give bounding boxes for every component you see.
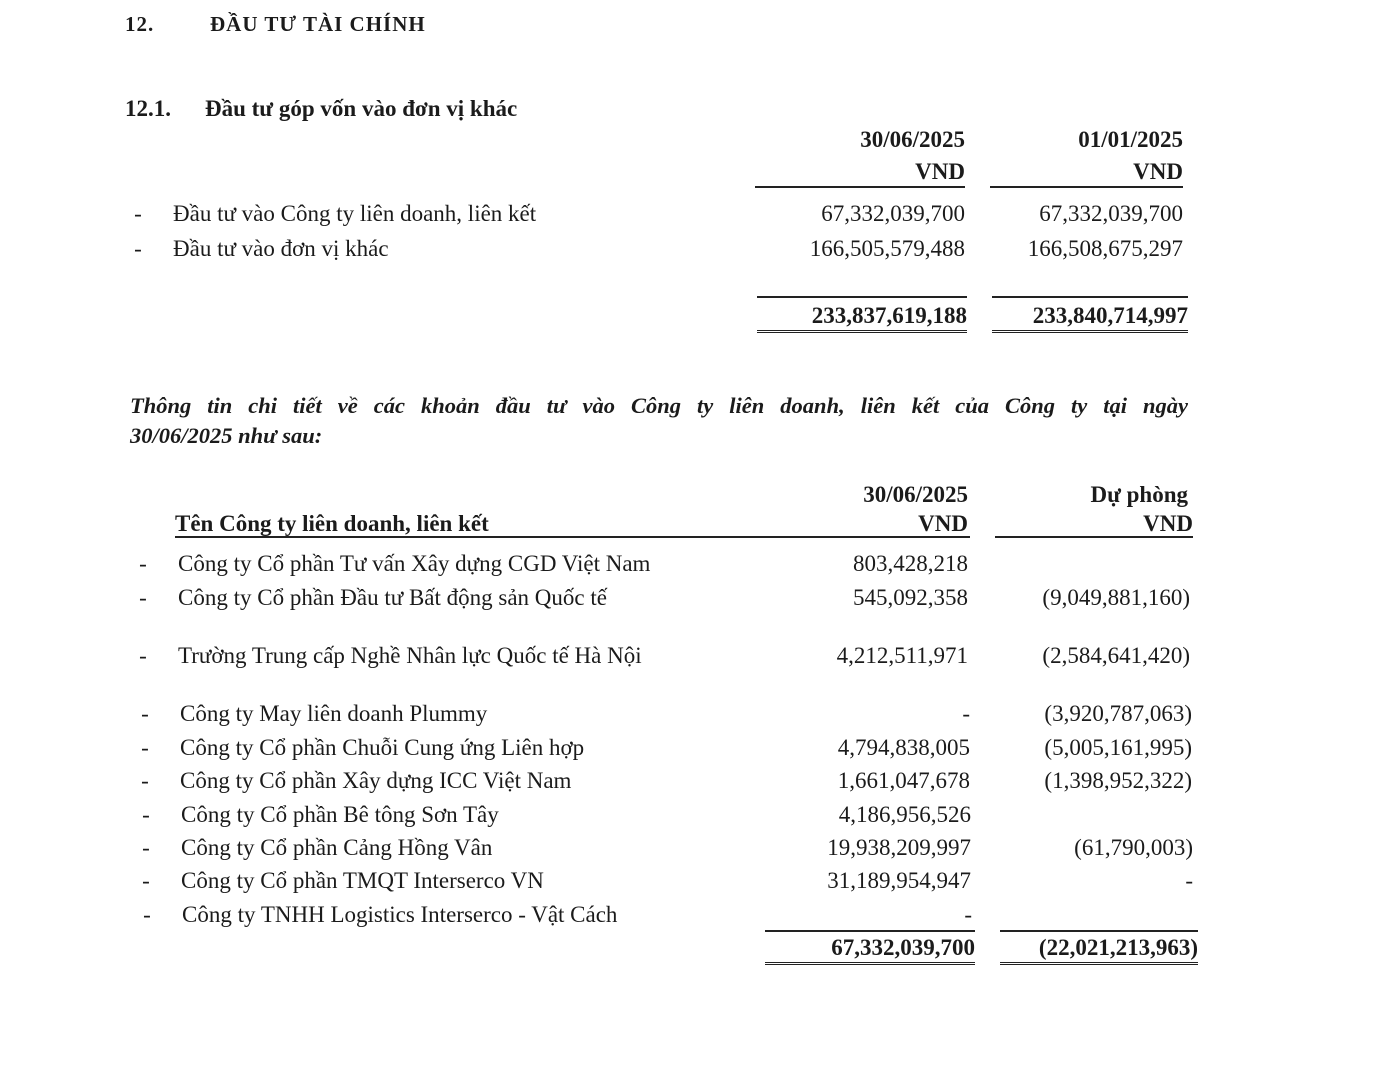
investment-value: 4,794,838,005 bbox=[837, 735, 970, 760]
total-provision-value: (22,021,213,963) bbox=[1000, 930, 1198, 965]
table1-col1-date: 30/06/2025 bbox=[860, 127, 965, 152]
company-name: Công ty Cổ phần Đầu tư Bất động sản Quốc tế bbox=[178, 585, 607, 610]
row-value-30-06-2025: 67,332,039,700 bbox=[821, 201, 965, 226]
investment-value: 803,428,218 bbox=[853, 551, 968, 576]
table1-col1-unit: VND bbox=[755, 159, 965, 188]
investment-value: 4,186,956,526 bbox=[838, 802, 971, 827]
company-name: Trường Trung cấp Nghề Nhân lực Quốc tế Hà Nội bbox=[178, 643, 642, 668]
table2-col1-date: 30/06/2025 bbox=[863, 482, 968, 507]
company-name: Công ty Cổ phần Bê tông Sơn Tây bbox=[181, 802, 499, 827]
investment-value: 19,938,209,997 bbox=[827, 835, 971, 860]
row-label: Đầu tư vào đơn vị khác bbox=[173, 236, 389, 261]
company-name: Công ty Cổ phần TMQT Interserco VN bbox=[181, 868, 544, 893]
row-dash: - bbox=[141, 768, 149, 793]
total-investment-value: 67,332,039,700 bbox=[765, 930, 975, 965]
provision-value: - bbox=[1185, 868, 1193, 893]
investment-value: 4,212,511,971 bbox=[836, 643, 968, 668]
company-name: Công ty Cổ phần Tư vấn Xây dựng CGD Việt Nam bbox=[178, 551, 651, 576]
row-dash: - bbox=[142, 802, 150, 827]
row-value-30-06-2025: 166,505,579,488 bbox=[809, 236, 965, 261]
section-number: 12. bbox=[125, 12, 155, 36]
total-30-06-2025: 233,837,619,188 bbox=[757, 296, 967, 333]
total-01-01-2025: 233,840,714,997 bbox=[992, 296, 1188, 333]
row-label: Đầu tư vào Công ty liên doanh, liên kết bbox=[173, 201, 537, 226]
row-dash: - bbox=[143, 902, 151, 927]
provision-value: (9,049,881,160) bbox=[1042, 585, 1190, 610]
row-dash: - bbox=[134, 201, 142, 226]
investment-value: 1,661,047,678 bbox=[837, 768, 970, 793]
section-title: ĐẦU TƯ TÀI CHÍNH bbox=[210, 12, 426, 36]
provision-value: (61,790,003) bbox=[1074, 835, 1193, 860]
company-name: Công ty May liên doanh Plummy bbox=[180, 701, 488, 726]
row-dash: - bbox=[141, 735, 149, 760]
subsection-title: Đầu tư góp vốn vào đơn vị khác bbox=[205, 96, 518, 121]
investment-value: 545,092,358 bbox=[853, 585, 968, 610]
table2-col1-unit: VND bbox=[918, 511, 968, 536]
subsection-number: 12.1. bbox=[125, 96, 171, 121]
row-value-01-01-2025: 166,508,675,297 bbox=[1027, 236, 1183, 261]
company-name: Công ty TNHH Logistics Interserco - Vật Cách bbox=[182, 902, 618, 927]
table1-col2-unit: VND bbox=[990, 159, 1183, 188]
company-name: Công ty Cổ phần Xây dựng ICC Việt Nam bbox=[180, 768, 572, 793]
table2-col2-unit: VND bbox=[995, 511, 1193, 538]
company-name: Công ty Cổ phần Chuỗi Cung ứng Liên hợp bbox=[180, 735, 585, 760]
row-dash: - bbox=[142, 868, 150, 893]
row-dash: - bbox=[141, 701, 149, 726]
investment-value: - bbox=[964, 902, 972, 927]
row-dash: - bbox=[134, 236, 142, 261]
provision-value: (5,005,161,995) bbox=[1044, 735, 1192, 760]
investment-value: 31,189,954,947 bbox=[827, 868, 971, 893]
detail-heading-line2: 30/06/2025 như sau: bbox=[130, 423, 323, 448]
table2-name-header: Tên Công ty liên doanh, liên kết bbox=[175, 511, 489, 536]
row-dash: - bbox=[139, 585, 147, 610]
detail-heading-line1: Thông tin chi tiết về các khoản đầu tư vào Công ty liên doanh, liên kết của Công ty tại ngày bbox=[130, 393, 1188, 418]
company-name: Công ty Cổ phần Cảng Hồng Vân bbox=[181, 835, 493, 860]
row-dash: - bbox=[142, 835, 150, 860]
row-dash: - bbox=[139, 643, 147, 668]
row-dash: - bbox=[139, 551, 147, 576]
provision-value: (1,398,952,322) bbox=[1044, 768, 1192, 793]
table1-col2-date: 01/01/2025 bbox=[1078, 127, 1183, 152]
table2-col2-label: Dự phòng bbox=[1090, 482, 1188, 507]
provision-value: (3,920,787,063) bbox=[1044, 701, 1192, 726]
investment-value: - bbox=[962, 701, 970, 726]
provision-value: (2,584,641,420) bbox=[1042, 643, 1190, 668]
row-value-01-01-2025: 67,332,039,700 bbox=[1039, 201, 1183, 226]
